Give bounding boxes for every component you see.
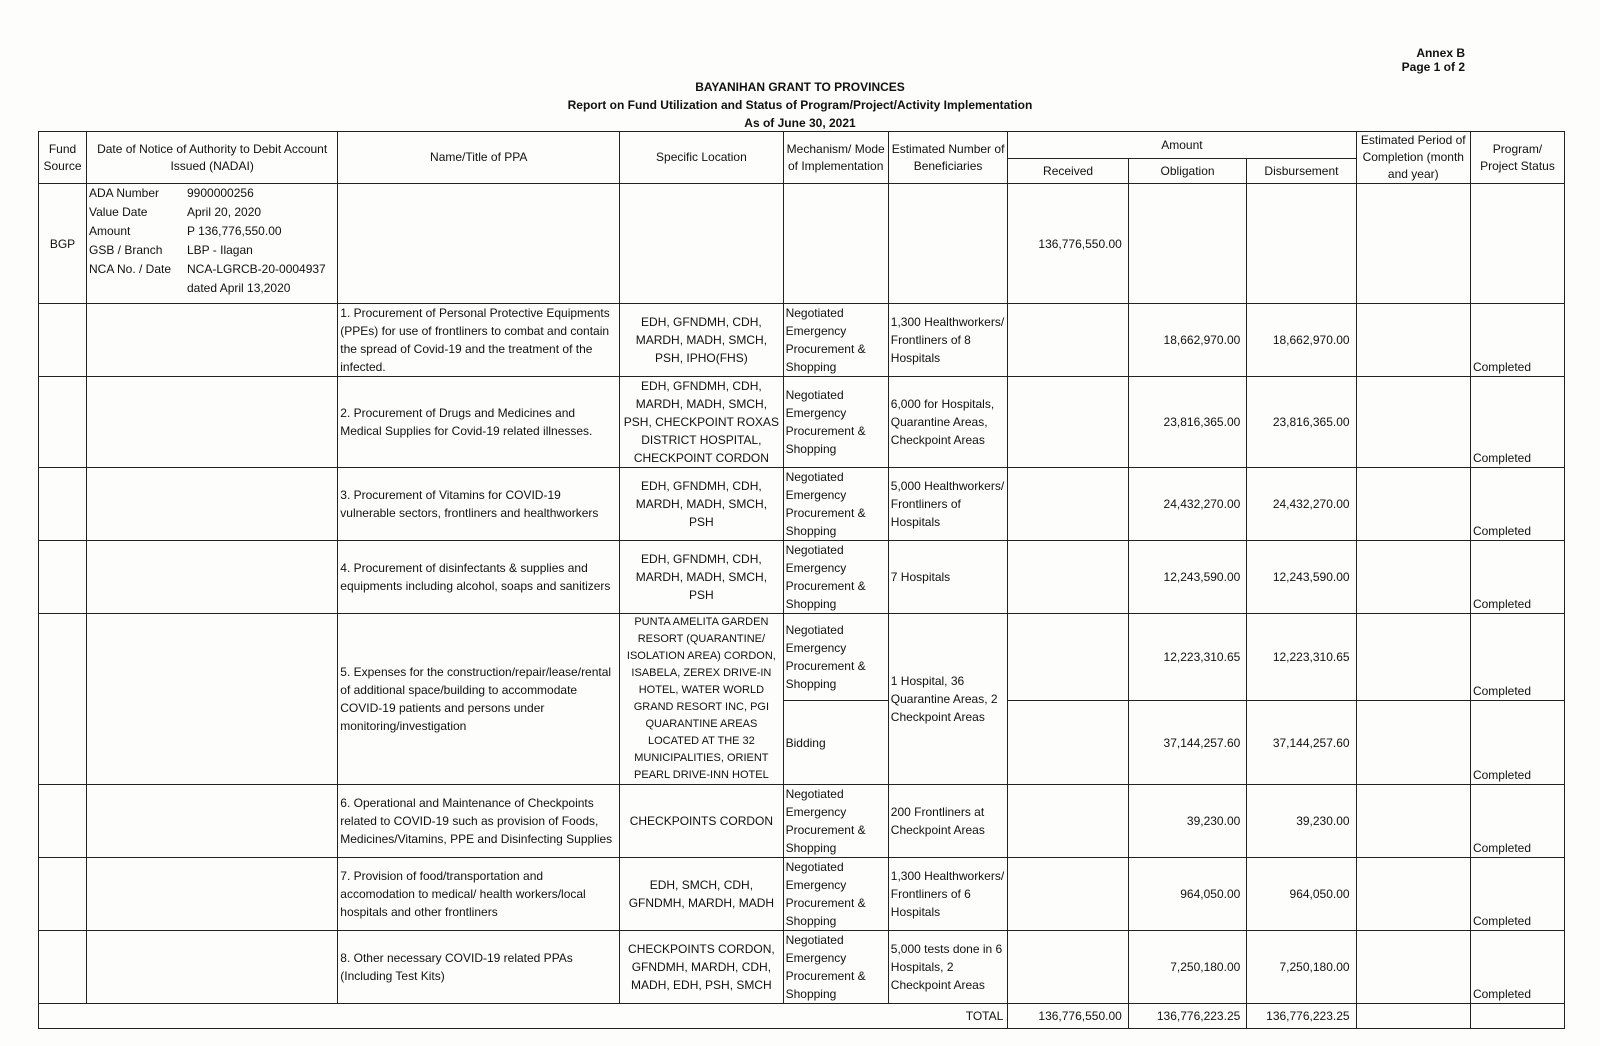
total-received: 136,776,550.00: [1008, 1004, 1129, 1029]
ppa-obligation: 12,243,590.00: [1128, 541, 1246, 614]
ppa-name: 6. Operational and Maintenance of Checkpoints related to COVID-19 such as provision of Foods, Medicines/Vitamins, PPE and Disinfecting Supplies: [338, 785, 620, 858]
ppa-location: EDH, SMCH, CDH, GFNDMH, MARDH, MADH: [620, 858, 783, 931]
ppa-disbursement: 964,050.00: [1247, 858, 1356, 931]
table-row: [39, 468, 1565, 541]
total-disbursement: 136,776,223.25: [1247, 1004, 1356, 1029]
header-location: Specific Location: [620, 132, 783, 184]
annex-header: [1402, 46, 1465, 74]
ppa-location: PUNTA AMELITA GARDEN RESORT (QUARANTINE/ ISOLATION AREA) CORDON, ISABELA, ZEREX DRIVE-IN HOTEL, WATER WORLD GRAND RESORT INC, PGI QUARANTINE AREAS LOCATED AT THE 32 MUNICIPALITIES, ORIENT PEARL DRIVE-INN HOTEL: [620, 614, 783, 785]
received-cell: 136,776,550.00: [1008, 184, 1129, 304]
ppa-mechanism: Negotiated Emergency Procurement & Shopping: [783, 377, 888, 468]
header-nadai: Date of Notice of Authority to Debit Account Issued (NADAI): [87, 132, 338, 184]
ppa-beneficiaries: 5,000 tests done in 6 Hospitals, 2 Checkpoint Areas: [888, 931, 1008, 1004]
nca-label: NCA No. / Date: [89, 262, 172, 276]
ada-value: 9900000256: [187, 186, 254, 200]
ppa-mechanism: Negotiated Emergency Procurement & Shopping: [783, 468, 888, 541]
fund-utilization-table: [38, 131, 1565, 1029]
ppa-location: EDH, GFNDMH, CDH, MARDH, MADH, SMCH, PSH, IPHO(FHS): [620, 304, 783, 377]
ppa-disbursement: 23,816,365.00: [1247, 377, 1356, 468]
ppa-name: 1. Procurement of Personal Protective Equipments (PPEs) for use of frontliners to combat and contain the spread of Covid-19 and the treatment of the infected.: [338, 304, 620, 377]
ppa-status: Completed: [1470, 614, 1564, 701]
annex-label: Annex B: [1416, 46, 1465, 60]
header-fund-source: Fund Source: [39, 132, 87, 184]
ppa-disbursement: 7,250,180.00: [1247, 931, 1356, 1004]
ppa-beneficiaries: 5,000 Healthworkers/ Frontliners of Hospitals: [888, 468, 1008, 541]
ppa-name: 3. Procurement of Vitamins for COVID-19 vulnerable sectors, frontliners and healthworkers: [338, 468, 620, 541]
value-date-label: Value Date: [89, 205, 148, 219]
amount-value: P 136,776,550.00: [187, 224, 282, 238]
header-beneficiaries: Estimated Number of Beneficiaries: [888, 132, 1008, 184]
ppa-location: CHECKPOINTS CORDON, GFNDMH, MARDH, CDH, MADH, EDH, PSH, SMCH: [620, 931, 783, 1004]
header-completion-period: Estimated Period of Completion (month and year): [1356, 132, 1470, 184]
ppa-name: 7. Provision of food/transportation and accomodation to medical/ health workers/local hospitals and other frontliners: [338, 858, 620, 931]
ppa-beneficiaries: 1,300 Healthworkers/ Frontliners of 8 Hospitals: [888, 304, 1008, 377]
ppa-disbursement: 39,230.00: [1247, 785, 1356, 858]
ppa-obligation: 18,662,970.00: [1128, 304, 1246, 377]
header-status: Program/ Project Status: [1470, 132, 1564, 184]
ppa-mechanism: Negotiated Emergency Procurement & Shopping: [783, 541, 888, 614]
ppa-status: Completed: [1470, 468, 1564, 541]
ppa-obligation: 964,050.00: [1128, 858, 1246, 931]
report-date: As of June 30, 2021: [744, 116, 856, 130]
ppa-name: 8. Other necessary COVID-19 related PPAs (Including Test Kits): [338, 931, 620, 1004]
ppa-obligation: 37,144,257.60: [1128, 701, 1246, 785]
ppa-mechanism: Negotiated Emergency Procurement & Shopping: [783, 858, 888, 931]
ppa-mechanism: Bidding: [783, 701, 888, 785]
nca-value: NCA-LGRCB-20-0004937: [187, 262, 326, 276]
total-label: TOTAL: [39, 1004, 1008, 1029]
header-received: Received: [1008, 159, 1129, 184]
ppa-disbursement: 12,243,590.00: [1247, 541, 1356, 614]
ppa-disbursement: 24,432,270.00: [1247, 468, 1356, 541]
ada-label: ADA Number: [89, 186, 160, 200]
ppa-beneficiaries: 1 Hospital, 36 Quarantine Areas, 2 Checkpoint Areas: [888, 614, 1008, 785]
ppa-obligation: 39,230.00: [1128, 785, 1246, 858]
header-ppa-name: Name/Title of PPA: [338, 132, 620, 184]
ppa-name: 4. Procurement of disinfectants & supplies and equipments including alcohol, soaps and sanitizers: [338, 541, 620, 614]
total-row: [39, 1004, 1565, 1029]
report-titles: [0, 78, 1600, 132]
table-row: [39, 614, 1565, 701]
header-obligation: Obligation: [1128, 159, 1246, 184]
ppa-mechanism: Negotiated Emergency Procurement & Shopping: [783, 614, 888, 701]
ppa-name: 5. Expenses for the construction/repair/lease/rental of additional space/building to accommodate COVID-19 patients and persons under monitoring/investigation: [338, 614, 620, 785]
nca-date: dated April 13,2020: [187, 281, 291, 295]
header-disbursement: Disbursement: [1247, 159, 1356, 184]
ppa-obligation: 7,250,180.00: [1128, 931, 1246, 1004]
ppa-beneficiaries: 1,300 Healthworkers/ Frontliners of 6 Hospitals: [888, 858, 1008, 931]
ppa-location: EDH, GFNDMH, CDH, MARDH, MADH, SMCH, PSH, CHECKPOINT ROXAS DISTRICT HOSPITAL, CHECKPOINT CORDON: [620, 377, 783, 468]
nadai-cell: [87, 184, 338, 304]
value-date-value: April 20, 2020: [187, 205, 262, 219]
ppa-beneficiaries: 200 Frontliners at Checkpoint Areas: [888, 785, 1008, 858]
ppa-mechanism: Negotiated Emergency Procurement & Shopping: [783, 304, 888, 377]
table-row: [39, 541, 1565, 614]
ppa-status: Completed: [1470, 304, 1564, 377]
ppa-name: 2. Procurement of Drugs and Medicines and Medical Supplies for Covid-19 related illnesses.: [338, 377, 620, 468]
ppa-mechanism: Negotiated Emergency Procurement & Shopping: [783, 931, 888, 1004]
table-row: [39, 858, 1565, 931]
ppa-disbursement: 18,662,970.00: [1247, 304, 1356, 377]
ppa-beneficiaries: 7 Hospitals: [888, 541, 1008, 614]
table-row: [39, 377, 1565, 468]
ppa-obligation: 12,223,310.65: [1128, 614, 1246, 701]
ppa-mechanism: Negotiated Emergency Procurement & Shopping: [783, 785, 888, 858]
page-number: Page 1 of 2: [1401, 60, 1465, 74]
table-row: [39, 785, 1565, 858]
table-row-bgp: [39, 184, 1565, 304]
amount-label: Amount: [89, 224, 131, 238]
total-obligation: 136,776,223.25: [1128, 1004, 1246, 1029]
ppa-location: CHECKPOINTS CORDON: [620, 785, 783, 858]
ppa-status: Completed: [1470, 785, 1564, 858]
ppa-status: Completed: [1470, 931, 1564, 1004]
ppa-obligation: 23,816,365.00: [1128, 377, 1246, 468]
header-row-1: [39, 132, 1565, 159]
ppa-obligation: 24,432,270.00: [1128, 468, 1246, 541]
fund-source-cell: BGP: [39, 184, 87, 304]
gsb-label: GSB / Branch: [89, 243, 163, 257]
ppa-status: Completed: [1470, 541, 1564, 614]
header-mechanism: Mechanism/ Mode of Implementation: [783, 132, 888, 184]
table-row: [39, 304, 1565, 377]
ppa-location: EDH, GFNDMH, CDH, MARDH, MADH, SMCH, PSH: [620, 468, 783, 541]
report-subtitle: Report on Fund Utilization and Status of Program/Project/Activity Implementation: [567, 98, 1033, 112]
ppa-status: Completed: [1470, 377, 1564, 468]
ppa-disbursement: 12,223,310.65: [1247, 614, 1356, 701]
ppa-status: Completed: [1470, 858, 1564, 931]
ppa-beneficiaries: 6,000 for Hospitals, Quarantine Areas, Checkpoint Areas: [888, 377, 1008, 468]
ppa-status: Completed: [1470, 701, 1564, 785]
ppa-location: EDH, GFNDMH, CDH, MARDH, MADH, SMCH, PSH: [620, 541, 783, 614]
header-amount: Amount: [1008, 132, 1356, 159]
table-row: [39, 931, 1565, 1004]
ppa-disbursement: 37,144,257.60: [1247, 701, 1356, 785]
report-title: BAYANIHAN GRANT TO PROVINCES: [695, 80, 905, 94]
gsb-value: LBP - Ilagan: [187, 243, 253, 257]
